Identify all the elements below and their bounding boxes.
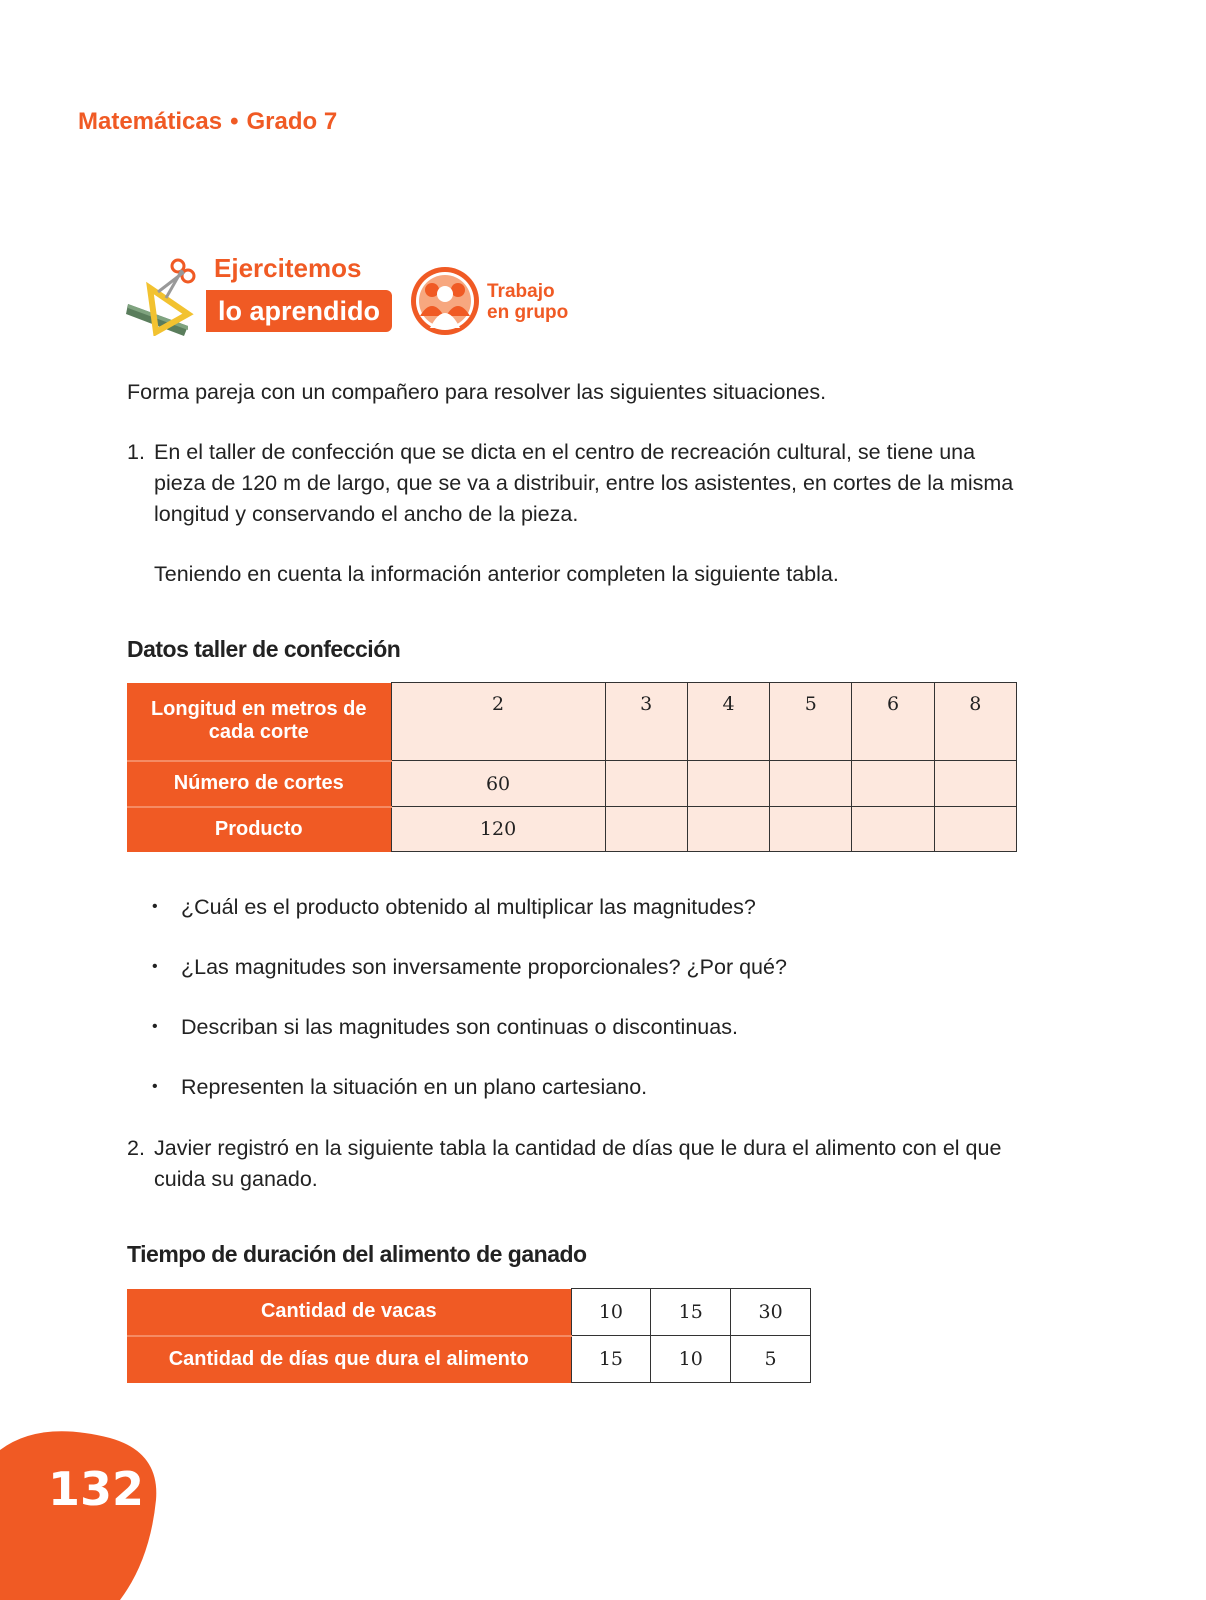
question-2-number: 2. — [127, 1136, 145, 1160]
table-cell: 3 — [605, 683, 687, 761]
group-label-line1: Trabajo — [487, 281, 555, 302]
ruler-scissors-icon — [126, 252, 210, 336]
bullet-mark: • — [152, 1018, 158, 1035]
table-cell: 2 — [391, 683, 605, 761]
question-1-number: 1. — [127, 440, 145, 464]
table-cell: 15 — [571, 1336, 651, 1383]
table-cell: 8 — [934, 683, 1016, 761]
bullet-list — [152, 892, 1002, 1132]
question-2-text: Javier registró en la siguiente tabla la cantidad de días que le dura el alimento con el que cuida su ganado. — [154, 1136, 1002, 1191]
table-cell: 60 — [391, 761, 605, 807]
list-item — [152, 1072, 1002, 1132]
table-1 — [127, 682, 1017, 852]
table-cell-blank[interactable] — [770, 807, 852, 852]
list-item — [152, 952, 1002, 1012]
row-header: Longitud en metros de cada corte — [127, 683, 391, 761]
table-cell: 30 — [731, 1289, 811, 1336]
page-number: 132 — [48, 1462, 145, 1516]
bullet-mark: • — [152, 898, 158, 915]
row-header: Cantidad de vacas — [127, 1289, 571, 1336]
section-title-line2: lo aprendido — [206, 290, 392, 332]
bullet-mark: • — [152, 1078, 158, 1095]
question-1 — [127, 437, 1027, 530]
table-1-title: Datos taller de confección — [127, 636, 401, 662]
table-cell-blank[interactable] — [687, 807, 769, 852]
group-label-line2: en grupo — [487, 302, 569, 323]
table-2-title: Tiempo de duración del alimento de ganado — [127, 1241, 587, 1267]
row-header: Cantidad de días que dura el alimento — [127, 1336, 571, 1383]
running-head — [78, 108, 337, 136]
list-item — [152, 892, 1002, 952]
list-item — [152, 1012, 1002, 1072]
subject-label: Matemáticas — [78, 108, 223, 135]
table-row — [127, 1336, 811, 1383]
bullet-text: Describan si las magnitudes son continuas o discontinuas. — [181, 1015, 738, 1039]
table-row — [127, 761, 1017, 807]
section-title-line1: Ejercitemos — [214, 253, 362, 283]
intro-text: Forma pareja con un compañero para resolver las siguientes situaciones. — [127, 380, 827, 404]
table-2 — [127, 1288, 811, 1383]
table-row — [127, 807, 1017, 852]
question-1-instruction: Teniendo en cuenta la información anterior completen la siguiente tabla. — [154, 562, 839, 586]
question-2 — [127, 1133, 1027, 1195]
separator-dot: • — [230, 108, 239, 135]
table-cell: 10 — [571, 1289, 651, 1336]
table-cell-blank[interactable] — [687, 761, 769, 807]
table-cell-blank[interactable] — [605, 761, 687, 807]
table-cell-blank[interactable] — [605, 807, 687, 852]
row-header: Número de cortes — [127, 761, 391, 807]
table-cell: 5 — [731, 1336, 811, 1383]
table-row — [127, 1289, 811, 1336]
table-cell: 6 — [852, 683, 934, 761]
table-cell-blank[interactable] — [852, 807, 934, 852]
table-row — [127, 683, 1017, 761]
question-1-text: En el taller de confección que se dicta en el centro de recreación cultural, se tiene una pieza de 120 m de largo, que se va a distribuir, entre los asistentes, en cortes de la misma longitud y conservando el ancho de la pieza. — [154, 440, 1014, 526]
table-cell-blank[interactable] — [852, 761, 934, 807]
table-cell-blank[interactable] — [934, 807, 1016, 852]
table-cell: 15 — [651, 1289, 731, 1336]
bullet-text: Representen la situación en un plano cartesiano. — [181, 1075, 648, 1099]
bullet-text: ¿Las magnitudes son inversamente proporcionales? ¿Por qué? — [181, 955, 787, 979]
table-cell-blank[interactable] — [934, 761, 1016, 807]
grade-label: Grado 7 — [246, 108, 338, 135]
table-cell: 5 — [770, 683, 852, 761]
bullet-text: ¿Cuál es el producto obtenido al multiplicar las magnitudes? — [181, 895, 756, 919]
group-work-label — [487, 281, 568, 323]
table-cell-blank[interactable] — [770, 761, 852, 807]
group-work-icon — [410, 266, 480, 336]
table-cell: 4 — [687, 683, 769, 761]
table-cell: 120 — [391, 807, 605, 852]
row-header: Producto — [127, 807, 391, 852]
table-cell: 10 — [651, 1336, 731, 1383]
bullet-mark: • — [152, 958, 158, 975]
